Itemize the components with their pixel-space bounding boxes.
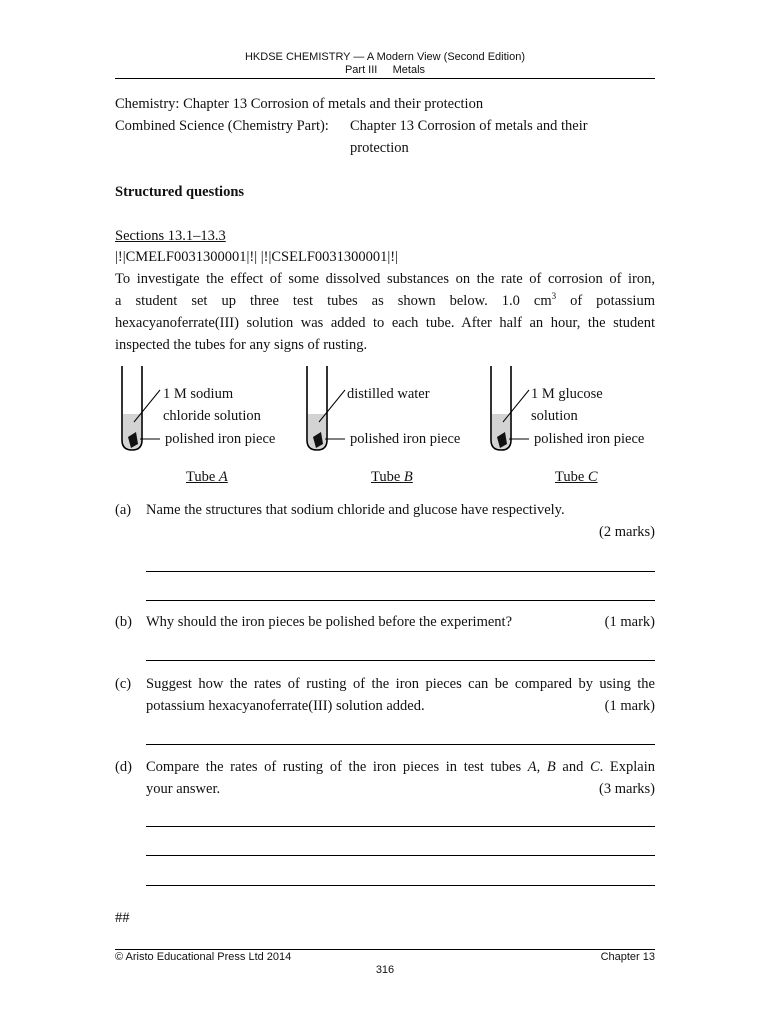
end-mark: ## [115, 910, 130, 926]
header-rule [115, 78, 655, 79]
answer-line-b-1[interactable] [146, 660, 655, 661]
answer-line-a-2[interactable] [146, 600, 655, 601]
question-d-line-2: your answer. [146, 781, 221, 797]
test-tube-b [307, 366, 345, 450]
question-a-label: (a) [115, 502, 132, 518]
footer-copyright: © Aristo Educational Press Ltd 2014 [115, 951, 292, 963]
test-tube-a [122, 366, 160, 450]
question-a-text: Name the structures that sodium chloride and glucose have respectively. [146, 502, 565, 518]
section-title: Structured questions [115, 184, 245, 200]
question-a-marks: (2 marks) [599, 524, 655, 540]
tube-a-solution-label-1: 1 M sodium [163, 386, 234, 402]
answer-line-d-2[interactable] [146, 855, 655, 856]
sections-label: Sections 13.1–13.3 [115, 228, 226, 244]
tube-b-caption: Tube B [371, 469, 413, 485]
question-c-line-1: Suggest how the rates of rusting of the iron pieces can be compared by using the [146, 676, 655, 692]
running-header-title: HKDSE CHEMISTRY — A Modern View (Second Edition) [244, 51, 525, 63]
question-b-label: (b) [115, 614, 132, 630]
test-tube-c [491, 366, 529, 450]
question-c-label: (c) [115, 676, 132, 692]
running-header-part: Part III Metals [344, 64, 426, 76]
tube-a-iron-label: polished iron piece [165, 431, 276, 447]
tube-b-solution-label-1: distilled water [347, 386, 430, 402]
answer-line-d-1[interactable] [146, 826, 655, 827]
page-number: 316 [375, 964, 395, 976]
footer-chapter: Chapter 13 [600, 951, 655, 963]
question-codes: |!|CMELF0031300001|!| |!|CSELF0031300001|!| [115, 249, 399, 265]
combined-science-chapter-line1: Chapter 13 Corrosion of metals and their [350, 118, 588, 134]
tube-c-caption: Tube C [555, 469, 598, 485]
tube-c-solution-label-1: 1 M glucose [531, 386, 603, 402]
intro-line-1: To investigate the effect of some dissolved substances on the rate of corrosion of iron, [115, 271, 655, 287]
chemistry-chapter-line: Chemistry: Chapter 13 Corrosion of metals and their protection [115, 96, 484, 112]
tube-c-solution-label-2: solution [531, 408, 578, 424]
question-b-marks: (1 mark) [604, 614, 655, 630]
tube-a-caption: Tube A [186, 469, 228, 485]
combined-science-prefix: Combined Science (Chemistry Part): [115, 118, 329, 134]
answer-line-a-1[interactable] [146, 571, 655, 572]
question-d-line-1: Compare the rates of rusting of the iron pieces in test tubes A, B and C. Explain [146, 759, 656, 775]
combined-science-chapter-line2: protection [350, 140, 409, 156]
intro-line-4: inspected the tubes for any signs of rusting. [115, 337, 368, 353]
question-b-text: Why should the iron pieces be polished before the experiment? [146, 614, 513, 630]
tube-b-iron-label: polished iron piece [350, 431, 461, 447]
answer-line-d-3[interactable] [146, 885, 655, 886]
intro-line-2: a student set up three test tubes as shown below. 1.0 $cm^3$ of potassium [115, 291, 655, 309]
question-c-line-2: potassium hexacyanoferrate(III) solution added. [146, 698, 425, 714]
tube-a-solution-label-2: chloride solution [163, 408, 261, 424]
answer-line-c-1[interactable] [146, 744, 655, 745]
intro-line-3: hexacyanoferrate(III) solution was added to each tube. After half an hour, the student [115, 315, 655, 331]
question-d-label: (d) [115, 759, 132, 775]
footer-rule [115, 949, 655, 950]
question-d-marks: (3 marks) [599, 781, 655, 797]
tube-c-iron-label: polished iron piece [534, 431, 645, 447]
question-c-marks: (1 mark) [604, 698, 655, 714]
